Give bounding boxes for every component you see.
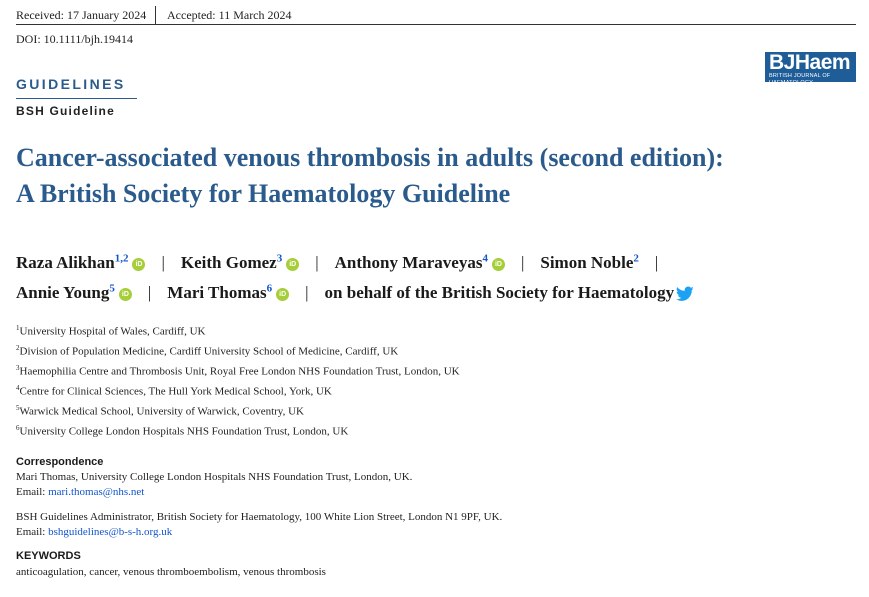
doi[interactable]: DOI: 10.1111/bjh.19414 [16, 32, 133, 46]
affiliation-1 [16, 324, 206, 338]
author-list [16, 248, 856, 308]
correspondence-email-row [16, 486, 144, 498]
correspondence-line-2: BSH Guidelines Administrator, British Society for Haematology, 100 White Lion Street, London N1 9PF, UK. [16, 511, 503, 523]
header-separator [155, 6, 156, 24]
author-line-1 [16, 248, 856, 278]
author-affil-sup: 5 [109, 282, 115, 295]
article-title [16, 140, 856, 212]
affiliation-2 [16, 344, 398, 358]
correspondence-heading: Correspondence [16, 456, 104, 468]
keywords-text: anticoagulation, cancer, venous thromboembolism, venous thrombosis [16, 566, 326, 578]
affil-num: 6 [16, 424, 20, 432]
author-separator: | [654, 253, 659, 272]
author-name: Annie Young [16, 283, 110, 302]
keywords-heading: KEYWORDS [16, 550, 81, 562]
email-link[interactable]: mari.thomas@nhs.net [48, 486, 145, 498]
email-label: Email: [16, 486, 46, 498]
title-line-2: A British Society for Haematology Guideline [16, 179, 511, 208]
affiliation-6 [16, 424, 348, 438]
affil-text: Warwick Medical School, University of Warwick, Coventry, UK [19, 405, 304, 418]
correspondence-email-row-2 [16, 526, 172, 538]
author-name: Simon Noble [540, 253, 634, 272]
logo-main-text: BJHaem [769, 51, 851, 74]
author-separator: | [520, 253, 525, 272]
author-line-2 [16, 278, 856, 308]
author-affil-sup: 6 [266, 282, 273, 295]
affil-text: University Hospital of Wales, Cardiff, UK [19, 325, 206, 338]
affil-num: 4 [16, 384, 20, 392]
author-bsh[interactable] [325, 283, 695, 302]
orcid-icon[interactable]: iD [492, 258, 505, 271]
affil-num: 2 [16, 344, 20, 352]
affiliation-4 [16, 384, 332, 398]
section-rule [16, 98, 137, 99]
affil-num: 3 [16, 364, 20, 372]
author-affil-sup: 4 [482, 252, 488, 265]
orcid-icon[interactable]: iD [132, 258, 145, 271]
author-separator: | [315, 253, 319, 272]
author-noble[interactable] [540, 253, 639, 272]
affiliation-3 [16, 364, 460, 378]
author-name: Keith Gomez [180, 253, 277, 272]
author-name: on behalf of the British Society for Haematology [324, 283, 675, 302]
correspondence-line-1: Mari Thomas, University College London Hospitals NHS Foundation Trust, London, UK. [16, 471, 413, 483]
author-name: Mari Thomas [167, 283, 267, 302]
logo-sub-text: BRITISH JOURNAL OF HAEMATOLOGY [769, 73, 831, 86]
received-date: Received: 17 January 2024 [16, 8, 147, 22]
orcid-icon[interactable]: iD [286, 258, 299, 271]
author-affil-sup: 2 [633, 252, 639, 265]
author-separator: | [161, 253, 165, 272]
author-affil-sup: 1,2 [114, 252, 129, 265]
author-alikhan[interactable] [16, 253, 145, 272]
header-rule [16, 24, 856, 25]
affil-text: Haemophilia Centre and Thrombosis Unit, Royal Free London NHS Foundation Trust, London, UK [19, 365, 460, 378]
affiliation-5 [16, 404, 304, 418]
author-name: Raza Alikhan [16, 253, 115, 272]
section-sublabel: BSH Guideline [16, 104, 115, 118]
author-separator: | [147, 283, 152, 302]
twitter-icon[interactable] [676, 286, 694, 302]
affil-text: Division of Population Medicine, Cardiff University School of Medicine, Cardiff, UK [19, 345, 399, 358]
affil-num: 5 [16, 404, 20, 412]
email-label: Email: [16, 526, 46, 538]
section-label: GUIDELINES [16, 76, 126, 92]
author-name: Anthony Maraveyas [334, 253, 483, 272]
affil-num: 1 [16, 324, 20, 332]
affil-text: Centre for Clinical Sciences, The Hull York Medical School, York, UK [19, 385, 332, 398]
orcid-icon[interactable]: iD [276, 288, 289, 301]
journal-logo[interactable] [765, 51, 856, 86]
author-maraveyas[interactable] [335, 253, 505, 272]
title-line-1: Cancer-associated venous thrombosis in adults (second edition): [16, 143, 724, 172]
accepted-date: Accepted: 11 March 2024 [167, 8, 292, 22]
author-thomas[interactable] [167, 283, 289, 302]
affil-text: University College London Hospitals NHS Foundation Trust, London, UK [19, 425, 349, 438]
orcid-icon[interactable]: iD [119, 288, 132, 301]
author-separator: | [305, 283, 309, 302]
author-young[interactable] [16, 283, 132, 302]
email-link-2[interactable]: bshguidelines@b-s-h.org.uk [48, 526, 173, 538]
author-affil-sup: 3 [276, 252, 283, 265]
author-gomez[interactable] [181, 253, 299, 272]
